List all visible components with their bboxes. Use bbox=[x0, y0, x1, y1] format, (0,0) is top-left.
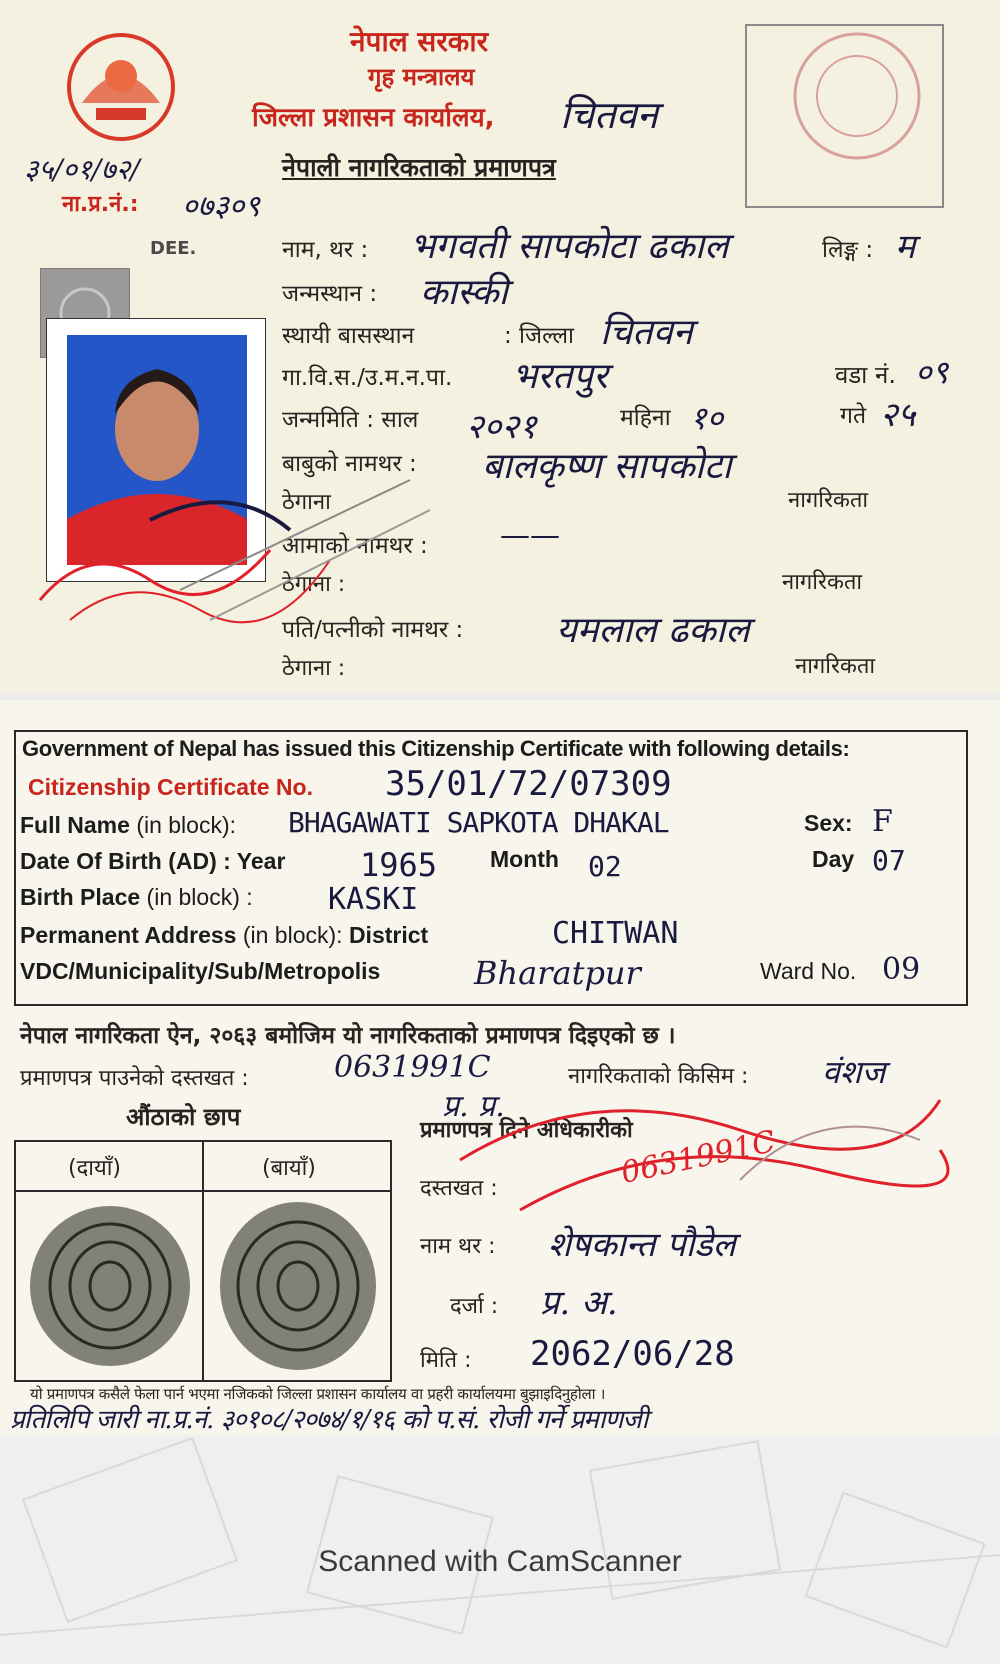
district-label: : जिल्ला bbox=[504, 323, 575, 349]
ward-label: वडा नं. bbox=[835, 361, 896, 389]
address-label: स्थायी बासस्थान bbox=[282, 323, 415, 349]
back-heading: Government of Nepal has issued this Citizenship Certificate with following details: bbox=[22, 736, 850, 761]
table-divider bbox=[202, 1142, 204, 1380]
seal-stamp-icon bbox=[747, 26, 942, 206]
name-label: नाम, थर : bbox=[282, 237, 369, 263]
gender-label: लिङ्ग : bbox=[822, 237, 874, 263]
office-district-handwritten: चितवन bbox=[560, 93, 658, 137]
citizenship-back-side bbox=[0, 700, 1000, 1435]
cert-no-label-en: Citizenship Certificate No. bbox=[28, 774, 313, 800]
name-value: भगवती सापकोटा ढकाल bbox=[410, 226, 729, 267]
dob-en-day: 07 bbox=[872, 844, 906, 877]
officer-date-value: 2062/06/28 bbox=[530, 1334, 735, 1374]
vdc-value: भरतपुर bbox=[512, 356, 608, 397]
citizenship-front-side bbox=[0, 0, 1000, 693]
dob-day: २५ bbox=[880, 395, 916, 435]
day-en-label: Day bbox=[812, 846, 855, 872]
left-thumbprint bbox=[210, 1198, 386, 1374]
ward-en-label: Ward No. bbox=[760, 958, 857, 984]
dob-year: २०२१ bbox=[466, 407, 537, 447]
district-en-value: CHITWAN bbox=[552, 916, 679, 951]
father-value: बालकृष्ण सापकोटा bbox=[482, 446, 732, 487]
day-label: गते bbox=[840, 403, 867, 429]
left-thumb-label: (बायाँ) bbox=[262, 1156, 316, 1181]
birthplace-en-label: Birth Place (in block) : bbox=[20, 884, 253, 910]
ministry-title: गृह मन्त्रालय bbox=[368, 63, 475, 91]
recipient-sign-value: 0631991C bbox=[334, 1050, 491, 1085]
fullname-label: Full Name (in block): bbox=[20, 812, 237, 838]
scanned-with-text: Scanned with CamScanner bbox=[318, 1545, 682, 1578]
birthplace-en-value: KASKI bbox=[328, 882, 419, 917]
seal-box bbox=[745, 24, 944, 208]
month-en-label: Month bbox=[490, 846, 559, 872]
nepal-emblem-icon bbox=[62, 28, 180, 146]
recipient-sign-label: प्रमाणपत्र पाउनेको दस्तखत : bbox=[20, 1066, 249, 1091]
dob-label: जन्ममिति : साल bbox=[282, 407, 419, 433]
dob-en-year: 1965 bbox=[360, 846, 438, 884]
table-header-line bbox=[16, 1190, 390, 1192]
dob-month: १० bbox=[690, 399, 724, 437]
address3-label: ठेगाना : bbox=[282, 656, 346, 681]
dob-en-month: 02 bbox=[588, 850, 622, 883]
officer-sign-label: दस्तखत : bbox=[420, 1176, 498, 1201]
issue-date-handwritten: ३५/०१/७२/ bbox=[24, 153, 140, 186]
birthplace-label: जन्मस्थान : bbox=[282, 281, 378, 307]
citizenship2-label: नागरिकता bbox=[782, 570, 863, 595]
ward-value: ०९ bbox=[915, 353, 949, 391]
perm-address-label: Permanent Address (in block): District bbox=[20, 922, 429, 948]
signature-stamp-overlay bbox=[30, 420, 450, 650]
birthplace-value: कास्की bbox=[420, 272, 508, 313]
officer-heading: प्रमाणपत्र दिने अधिकारीको bbox=[420, 1118, 633, 1143]
initials-handwritten: प्र. प्र. bbox=[442, 1089, 505, 1124]
cert-no-label: ना.प्र.नं.: bbox=[62, 192, 139, 217]
spouse-label: पति/पत्नीको नामथर : bbox=[282, 617, 464, 643]
right-thumbprint bbox=[22, 1198, 198, 1374]
certificate-title: नेपाली नागरिकताको प्रमाणपत्र bbox=[282, 153, 556, 182]
thumbprint-heading: औंठाको छाप bbox=[126, 1103, 241, 1131]
citizenship3-label: नागरिकता bbox=[795, 654, 876, 679]
vdc-label: गा.वि.स./उ.म.न.पा. bbox=[282, 365, 453, 391]
citizenship1-label: नागरिकता bbox=[788, 488, 869, 513]
spouse-value: यमलाल ढकाल bbox=[556, 610, 750, 651]
month-label: महिना bbox=[620, 405, 671, 431]
mother-label: आमाको नामथर : bbox=[282, 533, 428, 559]
citizenship-type-value: वंशज bbox=[822, 1053, 886, 1091]
ward-en-value: 09 bbox=[882, 952, 921, 987]
officer-name-label: नाम थर : bbox=[420, 1234, 496, 1259]
father-label: बाबुको नामथर : bbox=[282, 451, 417, 477]
act-statement: नेपाल नागरिकता ऐन, २०६३ बमोजिम यो नागरिकताको प्रमाणपत्र दिइएको छ । bbox=[20, 1023, 676, 1049]
gender-value: म bbox=[895, 227, 916, 267]
officer-rank-label: दर्जा : bbox=[450, 1294, 499, 1319]
district-value: चितवन bbox=[600, 312, 693, 353]
dob-en-label: Date Of Birth (AD) : Year bbox=[20, 848, 286, 874]
address2-label: ठेगाना : bbox=[282, 572, 346, 597]
right-thumb-label: (दायाँ) bbox=[68, 1156, 122, 1181]
cert-no-handwritten: ०७३०९ bbox=[182, 189, 260, 224]
government-title: नेपाल सरकार bbox=[350, 25, 489, 58]
officer-date-label: मिति : bbox=[420, 1348, 472, 1373]
fullname-value: BHAGAWATI SAPKOTA DHAKAL bbox=[288, 806, 669, 839]
stamp-number-red: 0631991C bbox=[618, 1124, 779, 1191]
citizenship-type-label: नागरिकताको किसिम : bbox=[568, 1064, 749, 1089]
vdc-en-value: Bharatpur bbox=[474, 954, 641, 992]
address1-label: ठेगाना bbox=[282, 490, 331, 515]
thumbprint-table bbox=[14, 1140, 392, 1382]
cert-no-value-en: 35/01/72/07309 bbox=[385, 764, 672, 804]
sex-label: Sex: bbox=[804, 810, 853, 836]
officer-name-value: शेषकान्त पौडेल bbox=[548, 1225, 736, 1265]
mother-value: —— bbox=[500, 518, 560, 553]
code-text: DEE. bbox=[150, 238, 197, 259]
vdc-en-label: VDC/Municipality/Sub/Metropolis bbox=[20, 958, 381, 984]
officer-rank-value: प्र. अ. bbox=[540, 1283, 618, 1323]
handwritten-bottom-note: प्रतिलिपि जारी ना.प्र.नं. ३०१०८/२०७४/१/१६ को प.सं. रोजी गर्ने प्रमाणजी bbox=[10, 1405, 648, 1435]
office-title: जिल्ला प्रशासन कार्यालय, bbox=[252, 103, 495, 133]
scanner-watermark-footer bbox=[0, 1435, 1000, 1664]
sex-value: F bbox=[872, 804, 893, 839]
lost-found-note: यो प्रमाणपत्र कसैले फेला पार्न भएमा नजिकको जिल्ला प्रशासन कार्यालय वा प्रहरी कार्यालयमा बुझाइदिनुहोला । bbox=[30, 1385, 606, 1403]
